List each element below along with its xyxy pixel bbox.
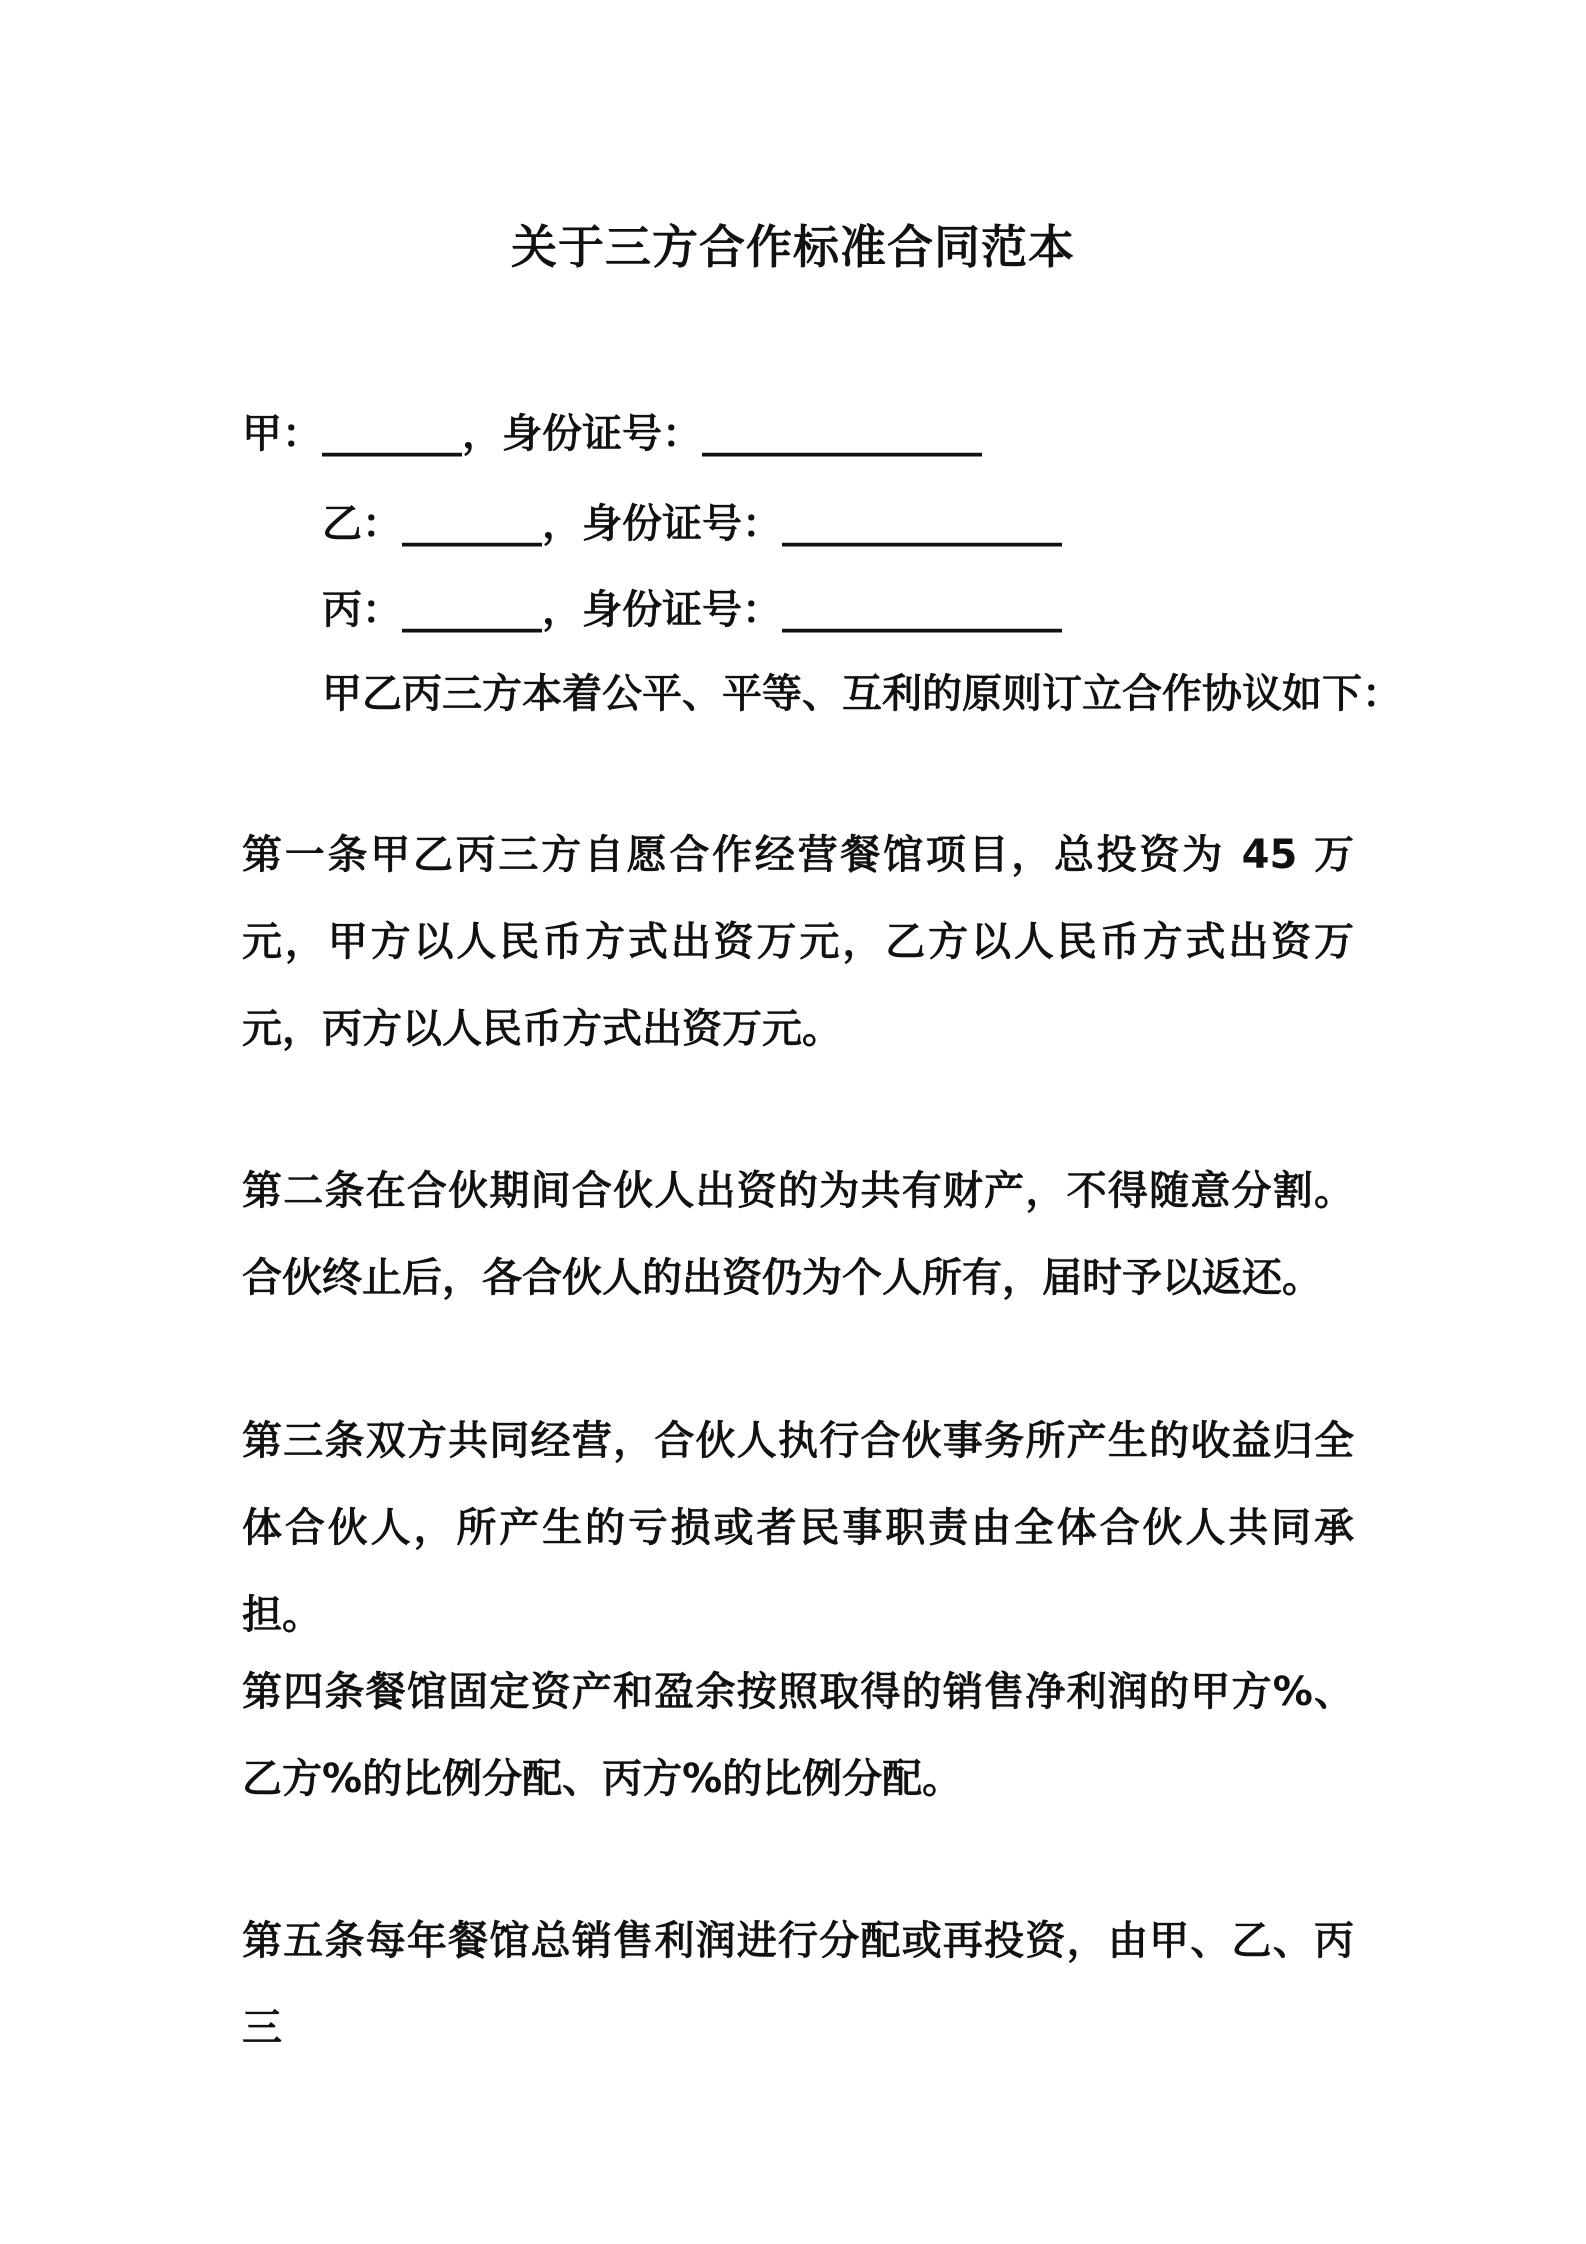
article-5 bbox=[242, 1898, 1354, 2072]
article-5-text: 每年餐馆总销售利润进行分配或再投资，由甲、乙、丙三 bbox=[242, 1918, 1355, 2051]
article-5-label: 第五条 bbox=[242, 1918, 366, 1964]
article-1-text: 甲乙丙三方自愿合作经营餐馆项目，总投资为 45 万元，甲方以人民币方式出资万元，乙方以人民币方式出资万元，丙方以人民币方式出资万元。 bbox=[242, 832, 1354, 1052]
party-line-yi: 乙：_______，身份证号：______________ bbox=[322, 501, 1062, 547]
article-3-label: 第三条 bbox=[242, 1418, 366, 1464]
article-3-text: 双方共同经营，合伙人执行合伙事务所产生的收益归全体合伙人，所产生的亏损或者民事职责由全体合伙人共同承担。 bbox=[242, 1418, 1355, 1638]
party-line-jia: 甲：_______，身份证号：______________ bbox=[242, 411, 982, 457]
article-1-label: 第一条 bbox=[242, 832, 371, 878]
article-4 bbox=[242, 1649, 1354, 1823]
party-line-bing: 丙：_______，身份证号：______________ bbox=[322, 587, 1062, 633]
article-2-text: 在合伙期间合伙人出资的为共有财产，不得随意分割。合伙终止后，各合伙人的出资仍为个人所有，届时予以返还。 bbox=[242, 1168, 1355, 1301]
article-4-text: 餐馆固定资产和盈余按照取得的销售净利润的甲方%、乙方%的比例分配、丙方%的比例分配。 bbox=[242, 1669, 1355, 1802]
article-4-label: 第四条 bbox=[242, 1669, 366, 1715]
document-title: 关于三方合作标准合同范本 bbox=[511, 220, 1075, 274]
article-2 bbox=[242, 1148, 1354, 1322]
article-1 bbox=[242, 812, 1354, 1073]
preamble: 甲乙丙三方本着公平、平等、互利的原则订立合作协议如下： bbox=[322, 671, 1402, 717]
article-2-label: 第二条 bbox=[242, 1168, 366, 1214]
article-3 bbox=[242, 1398, 1354, 1659]
